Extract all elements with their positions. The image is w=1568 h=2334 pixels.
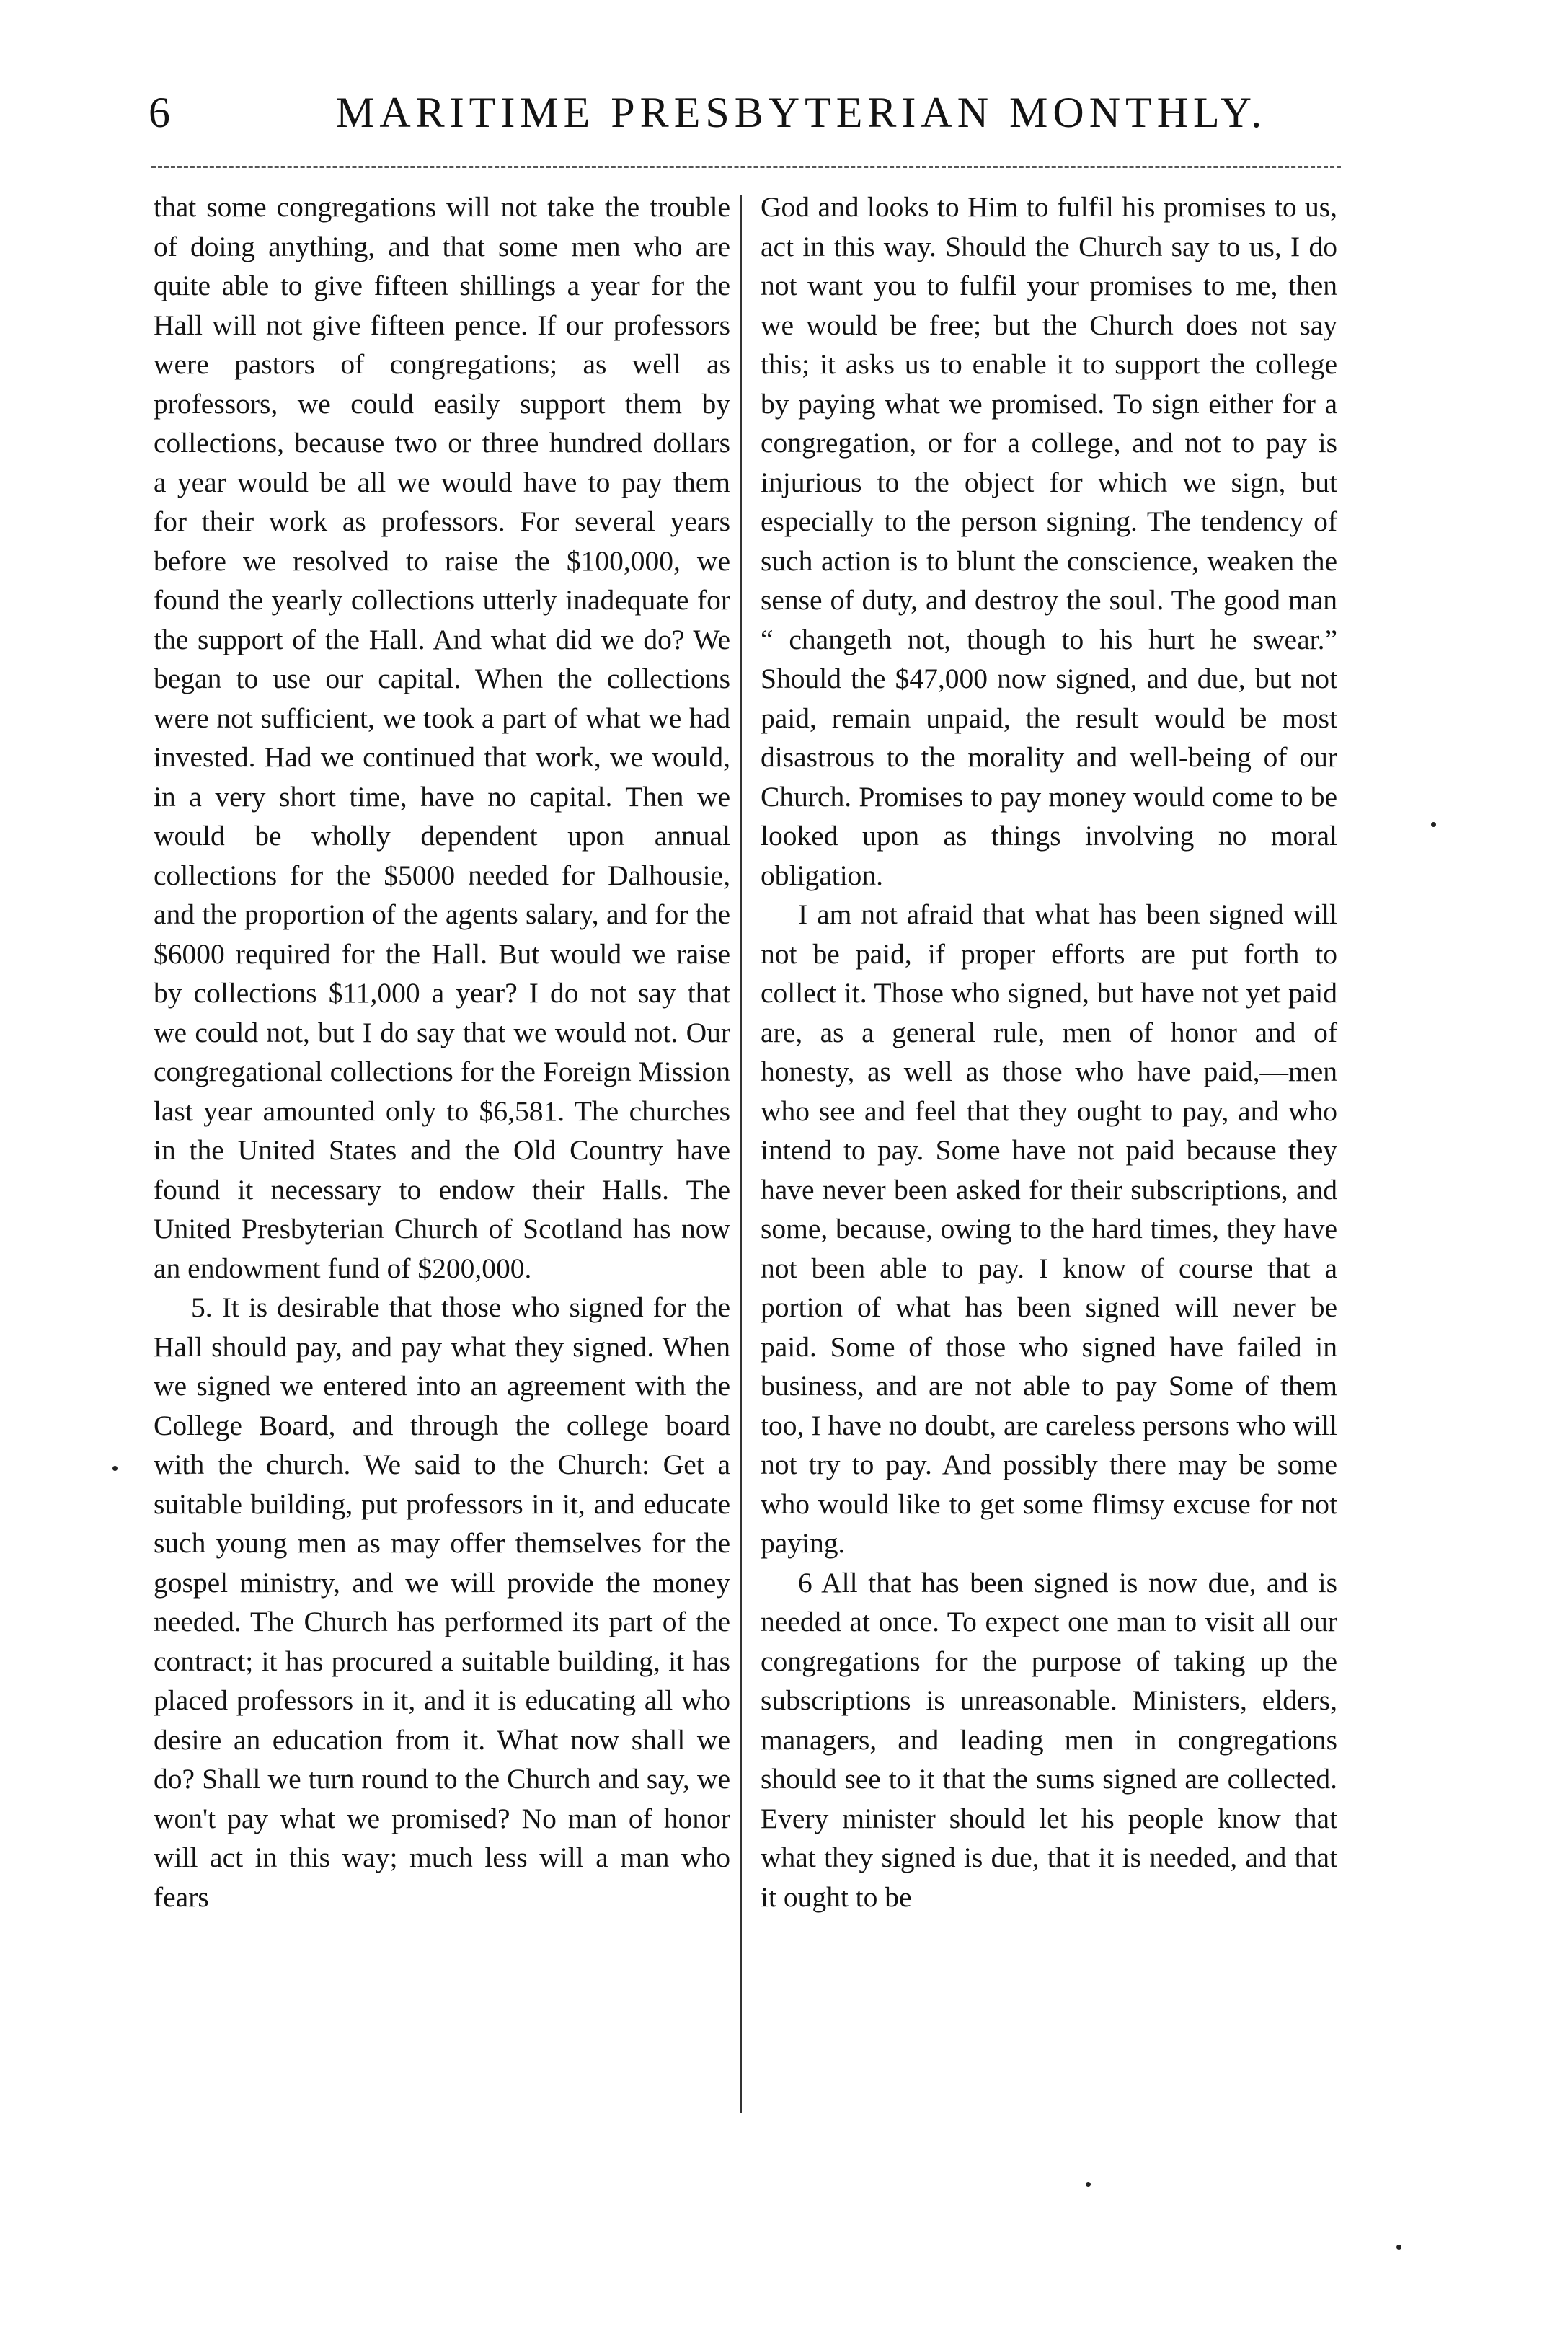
- header-rule: [151, 166, 1341, 168]
- print-speck: [1431, 822, 1436, 827]
- running-head-title: MARITIME PRESBYTERIAN MONTHLY.: [336, 89, 1267, 136]
- right-paragraph-continued: God and looks to Him to fulfil his promises to us, act in this way. Should the Church say to us, I do not want you to fulfil your promises to me, then we would be free; but the Church does not say this; it asks us to enable it to support the college by paying what we promised. To sign either for a congregation, or for a college, and not to pay is injurious to the object for which we sign, but especially to the person signing. The tendency of such action is to blunt the conscience, weaken the sense of duty, and destroy the soul. The good man “ changeth not, though to his hurt he swear.” Should the $47,000 now signed, and due, but not paid, remain unpaid, the result would be most disastrous to the morality and well-being of our Church. Promises to pay money would come to be looked upon as things involving no moral obligation.: [761, 191, 1337, 891]
- print-speck: [1396, 2245, 1401, 2250]
- page-number: 6: [149, 89, 170, 136]
- right-paragraph-point-6: 6 All that has been signed is now due, and is needed at once. To expect one man to visit all our congregations for the purpose of taking up the subscriptions is unreasonable. Ministers, elders, managers, and leading men in congregations should see to it that the sums signed are collected. Every minister should let his people know that what they signed is due, that it is needed, and that it ought to be: [761, 1566, 1337, 1913]
- right-column: [761, 187, 1337, 1917]
- left-column: [154, 187, 730, 1917]
- right-paragraph-not-afraid: I am not afraid that what has been signed will not be paid, if proper efforts are put forth to collect it. Those who signed, but have not yet paid are, as a general rule, men of honor and of honesty, as well as those who have paid,—men who see and feel that they ought to pay, and who intend to pay. Some have not paid because they have never been asked for their subscriptions, and some, because, owing to the hard times, they have not been able to pay. I know of course that a portion of what has been signed will never be paid. Some of those who signed have failed in business, and are not able to pay Some of them too, I have no doubt, are careless persons who will not try to pay. And possibly there may be some who would like to get some flimsy excuse for not paying.: [761, 898, 1337, 1559]
- column-divider: [740, 195, 742, 2113]
- print-speck: [112, 1466, 118, 1471]
- left-paragraph-continued: that some congregations will not take the trouble of doing anything, and that some men who are quite able to give fifteen shillings a year for the Hall will not give fifteen pence. If our professors were pastors of congregations; as well as professors, we could easily support them by collections, because two or three hundred dollars a year would be all we would have to pay them for their work as professors. For several years before we resolved to raise the $100,000, we found the yearly collections utterly inadequate for the support of the Hall. And what did we do? We began to use our capital. When the collections were not sufficient, we took a part of what we had invested. Had we continued that work, we would, in a very short time, have no capital. Then we would be wholly dependent upon annual collections for the $5000 needed for Dalhousie, and the proportion of the agents salary, and for the $6000 required for the Hall. But would we raise by collections $11,000 a year? I do not say that we could not, but I do say that we would not. Our congregational collections for the Foreign Mission last year amounted only to $6,581. The churches in the United States and the Old Country have found it necessary to endow their Halls. The United Presbyterian Church of Scotland has now an endowment fund of $200,000.: [154, 191, 730, 1284]
- print-speck: [1086, 2182, 1091, 2187]
- left-paragraph-point-5: 5. It is desirable that those who signed for the Hall should pay, and pay what they signed. When we signed we entered into an agreement with the College Board, and through the college board with the church. We said to the Church: Get a suitable building, put professors in it, and educate such young men as may offer themselves for the gospel ministry, and we will provide the money needed. The Church has performed its part of the contract; it has procured a suitable building, it has placed professors in it, and it is educating all who desire an education from it. What now shall we do? Shall we turn round to the Church and say, we won't pay what we promised? No man of honor will act in this way; much less will a man who fears: [154, 1291, 730, 1913]
